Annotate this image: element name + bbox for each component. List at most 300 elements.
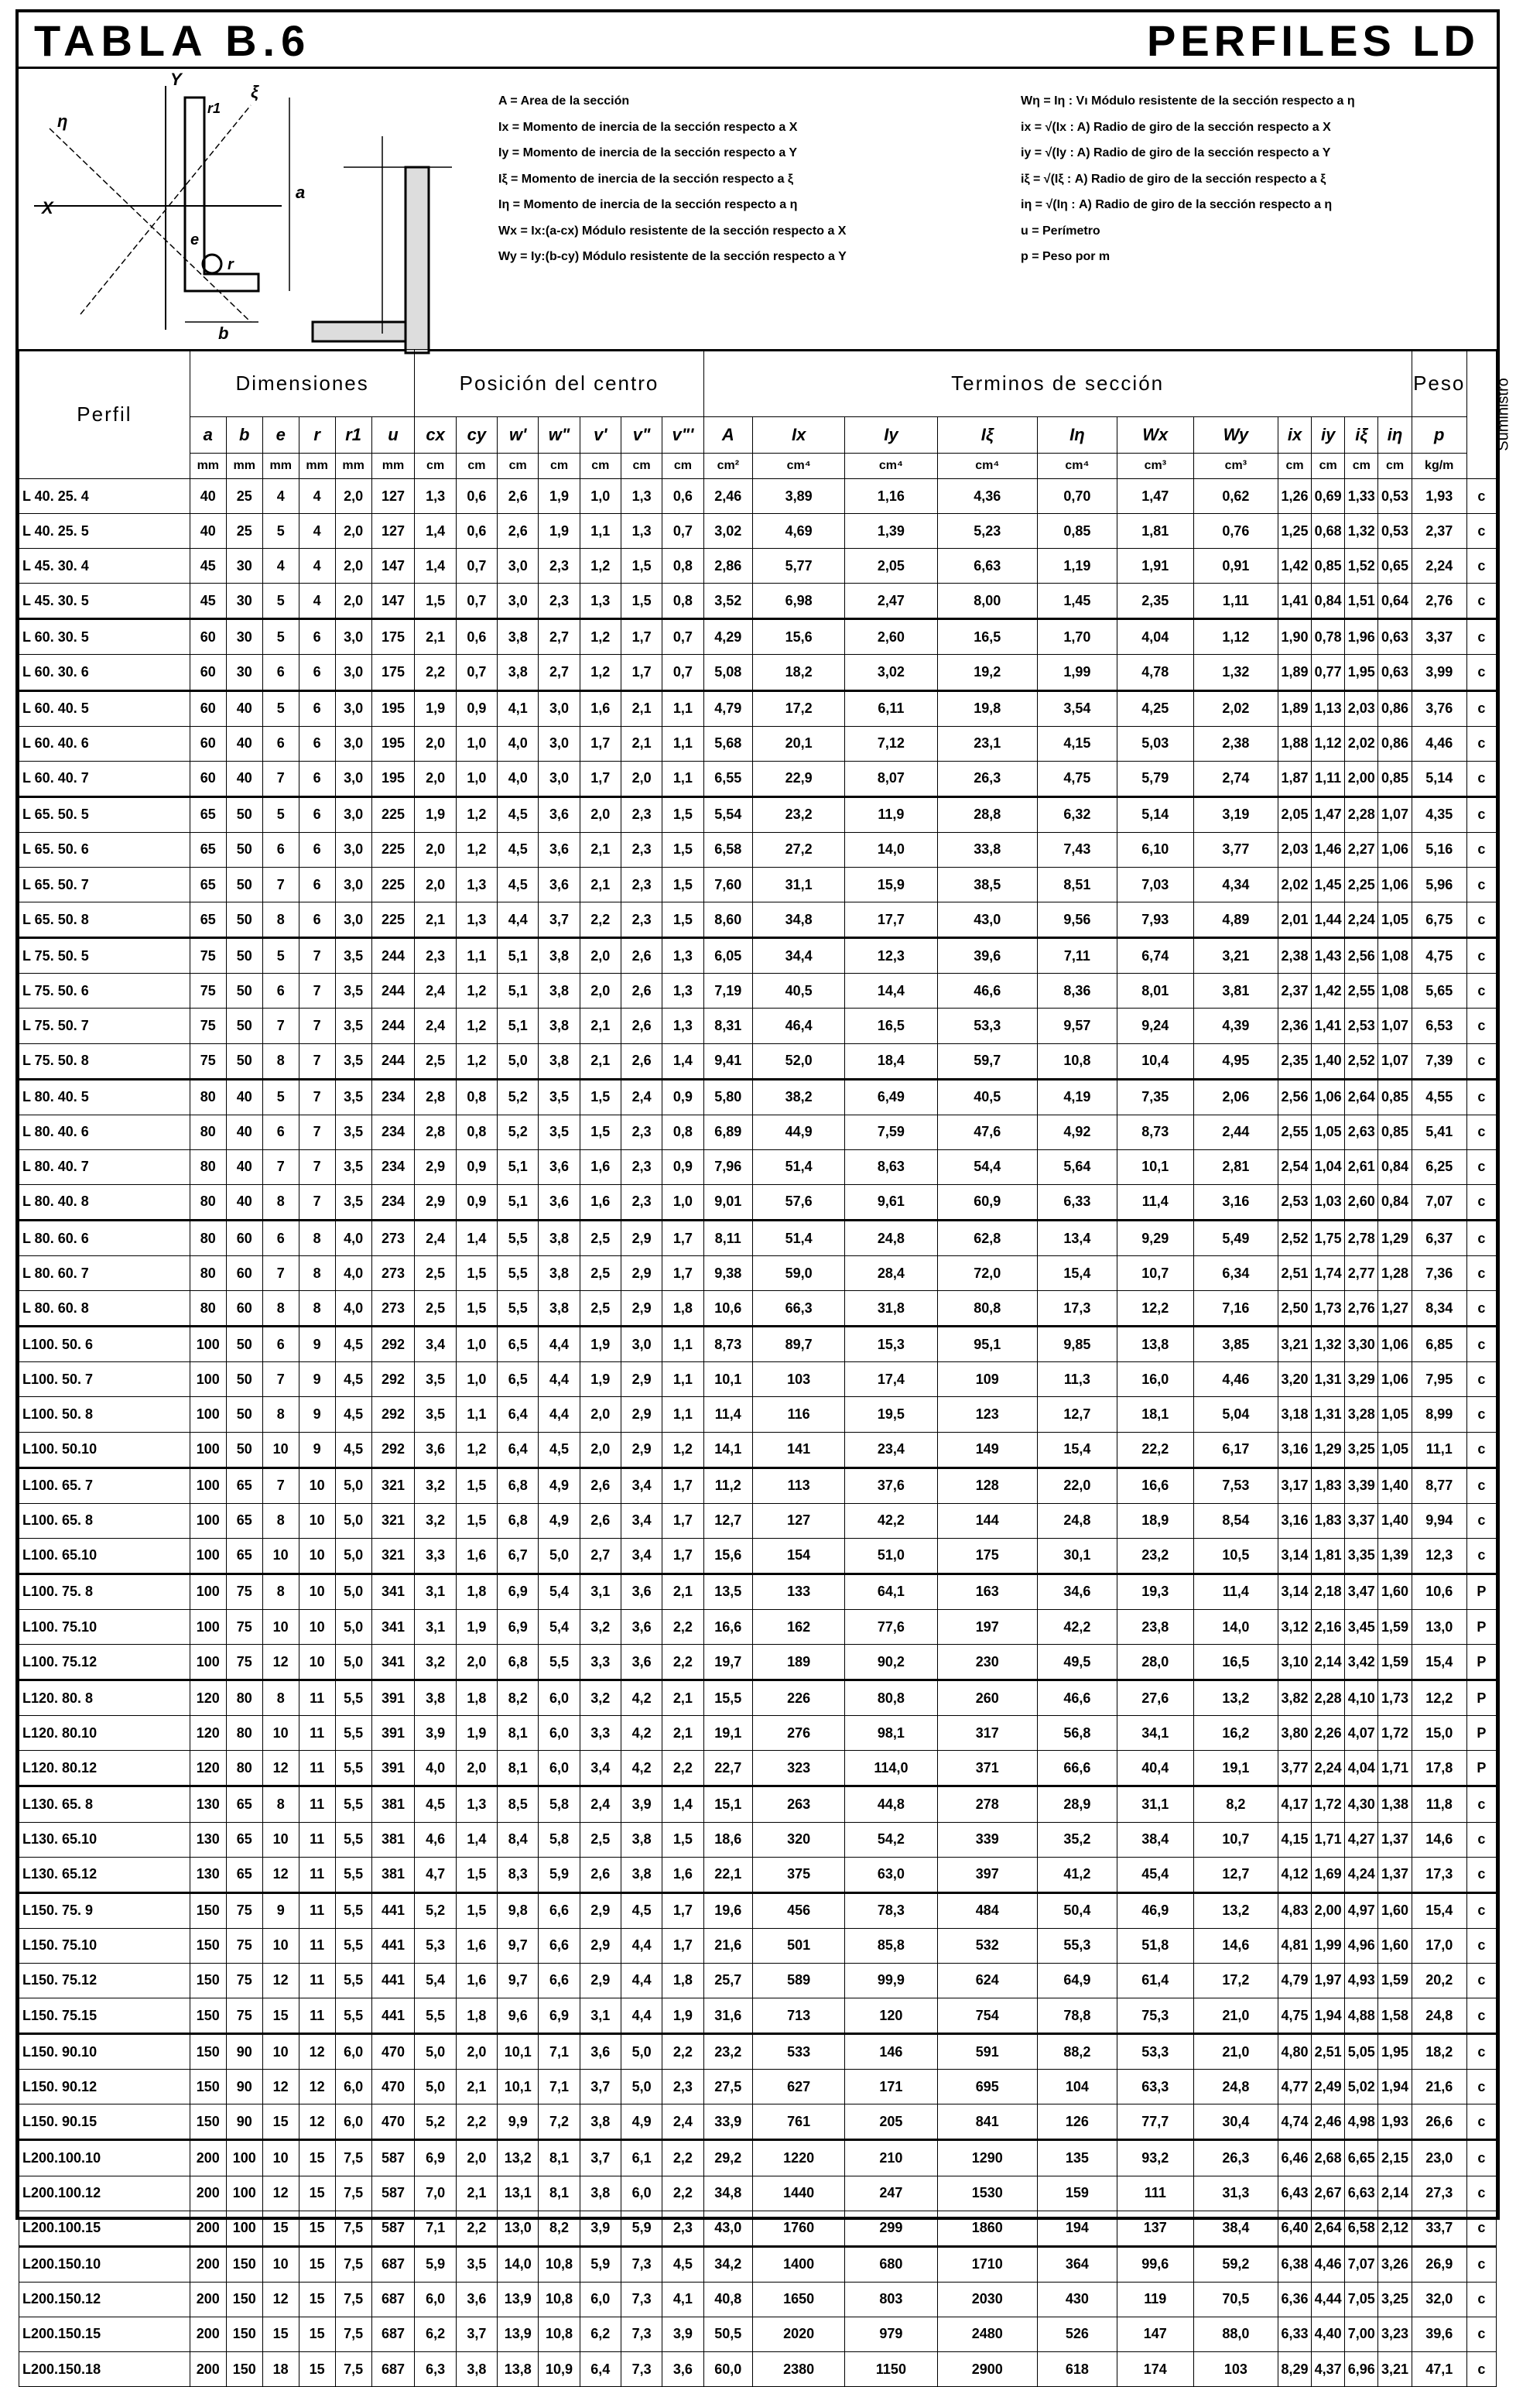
table-cell: c	[1466, 1432, 1496, 1467]
table-cell: 2,27	[1345, 832, 1378, 867]
table-cell: 5,5	[335, 1786, 371, 1822]
table-sheet	[15, 9, 1512, 2377]
table-cell: 2,3	[662, 2070, 703, 2104]
header-dimensiones: Dimensiones	[190, 350, 415, 417]
table-cell: 4,46	[1412, 726, 1466, 761]
table-cell: 10	[299, 1538, 335, 1574]
legend-line: p = Peso por m	[1021, 250, 1111, 263]
table-cell: 0,7	[662, 514, 703, 549]
table-cell: 3,1	[415, 1574, 456, 1609]
table-cell: 8	[262, 1574, 299, 1609]
table-cell: 3,8	[621, 1857, 662, 1892]
table-cell: 687	[371, 2317, 415, 2351]
table-cell: 6,33	[1278, 2317, 1311, 2351]
table-cell: 5,2	[415, 1892, 456, 1928]
table-cell: 9,38	[703, 1256, 752, 1291]
table-cell: 4,88	[1345, 1998, 1378, 2034]
table-cell: 15	[262, 2317, 299, 2351]
table-cell: 979	[845, 2317, 937, 2351]
table-cell: 60	[226, 1291, 262, 1327]
table-cell: 11,4	[1193, 1574, 1278, 1609]
table-cell: 364	[1038, 2246, 1117, 2282]
table-cell: 5,5	[539, 1645, 580, 1680]
table-cell: 109	[937, 1362, 1037, 1397]
table-cell: 2,9	[621, 1220, 662, 1255]
table-cell: 2380	[753, 2351, 845, 2386]
column-symbol: w"	[539, 417, 580, 454]
table-cell: 43,0	[703, 2211, 752, 2246]
column-unit: cm²	[703, 454, 752, 479]
table-cell: 3,3	[415, 1538, 456, 1574]
table-cell: 3,8	[580, 2104, 621, 2140]
table-cell: 3,47	[1345, 1574, 1378, 1609]
table-cell: 103	[1193, 2351, 1278, 2386]
table-row	[19, 1327, 1497, 1362]
table-cell: 12	[262, 2282, 299, 2317]
table-cell: 60	[190, 690, 226, 726]
column-unit: cm	[1312, 454, 1345, 479]
table-cell: 2,0	[335, 549, 371, 584]
table-cell: 22,0	[1038, 1467, 1117, 1503]
table-cell: 1,32	[1193, 655, 1278, 690]
table-cell: 8	[262, 1291, 299, 1327]
table-cell: 1,39	[1378, 1538, 1412, 1574]
table-cell: 2,2	[662, 2176, 703, 2211]
table-cell: 0,7	[662, 619, 703, 655]
table-cell: 5,04	[1193, 1397, 1278, 1432]
table-row	[19, 2070, 1497, 2104]
table-cell: 6,0	[335, 2034, 371, 2070]
table-cell: 50	[226, 1043, 262, 1079]
table-cell: 3,9	[580, 2211, 621, 2246]
table-cell: 100	[226, 2176, 262, 2211]
profile-name-cell: L 65. 50. 7	[19, 868, 190, 902]
table-cell: 3,0	[539, 726, 580, 761]
table-cell: 2,4	[621, 1079, 662, 1115]
table-cell: 5,0	[498, 1043, 539, 1079]
table-cell: 34,4	[753, 938, 845, 974]
table-cell: 5,77	[753, 549, 845, 584]
table-cell: 5,5	[335, 1998, 371, 2034]
table-cell: 4,5	[335, 1327, 371, 1362]
table-cell: 65	[190, 902, 226, 938]
table-cell: 9,29	[1117, 1220, 1193, 1255]
table-cell: 3,21	[1193, 938, 1278, 974]
table-cell: 3,6	[662, 2351, 703, 2386]
table-cell: 2,7	[539, 619, 580, 655]
table-cell: 34,8	[753, 902, 845, 938]
table-cell: P	[1466, 1610, 1496, 1645]
table-cell: 104	[1038, 2070, 1117, 2104]
table-cell: 317	[937, 1716, 1037, 1751]
table-cell: 292	[371, 1362, 415, 1397]
table-cell: 6	[262, 726, 299, 761]
table-cell: 1,27	[1378, 1291, 1412, 1327]
table-cell: 3,10	[1278, 1645, 1311, 1680]
table-row	[19, 902, 1497, 938]
table-cell: 4,97	[1345, 1892, 1378, 1928]
table-cell: 2,28	[1312, 1680, 1345, 1716]
column-unit: cm	[580, 454, 621, 479]
table-cell: c	[1466, 1184, 1496, 1220]
table-cell: 7	[262, 868, 299, 902]
table-cell: 5,5	[335, 1822, 371, 1857]
header-perfil: Perfil	[19, 350, 190, 479]
table-cell: 244	[371, 1043, 415, 1079]
table-cell: 10,6	[1412, 1574, 1466, 1609]
table-cell: 6,4	[580, 2351, 621, 2386]
table-cell: 7,07	[1345, 2246, 1378, 2282]
table-cell: 2,05	[845, 549, 937, 584]
table-cell: 30,4	[1193, 2104, 1278, 2140]
table-cell: c	[1466, 1079, 1496, 1115]
table-cell: 1,4	[456, 1822, 497, 1857]
table-cell: 1,4	[662, 1043, 703, 1079]
table-cell: 2,0	[415, 761, 456, 796]
table-cell: 27,3	[1412, 2176, 1466, 2211]
table-cell: 65	[226, 1786, 262, 1822]
table-cell: 18,1	[1117, 1397, 1193, 1432]
profile-name-cell: L150. 75.10	[19, 1928, 190, 1963]
table-cell: 5,68	[703, 726, 752, 761]
table-cell: 6,58	[703, 832, 752, 867]
table-cell: 13,5	[703, 1574, 752, 1609]
table-cell: 77,6	[845, 1610, 937, 1645]
table-cell: 1,2	[456, 796, 497, 832]
table-cell: 1,7	[662, 1538, 703, 1574]
legend-line: iη = √(Iη : A) Radio de giro de la sección respecto a η	[1021, 198, 1333, 211]
table-cell: 111	[1117, 2176, 1193, 2211]
column-symbol: a	[190, 417, 226, 454]
table-cell: 15	[262, 2104, 299, 2140]
table-cell: 2,50	[1278, 1291, 1311, 1327]
table-cell: 100	[226, 2211, 262, 2246]
table-cell: 1,0	[456, 726, 497, 761]
table-cell: 0,8	[662, 549, 703, 584]
table-cell: P	[1466, 1716, 1496, 1751]
table-cell: 30	[226, 584, 262, 619]
profile-name-cell: L100. 50. 8	[19, 1397, 190, 1432]
table-row	[19, 1928, 1497, 1963]
column-unit: cm⁴	[753, 454, 845, 479]
table-cell: 1,60	[1378, 1892, 1412, 1928]
table-cell: c	[1466, 514, 1496, 549]
table-cell: 1,5	[456, 1291, 497, 1327]
profile-name-cell: L 80. 60. 7	[19, 1256, 190, 1291]
table-cell: 3,17	[1278, 1467, 1311, 1503]
legend-line: Iη = Momento de inercia de la sección respecto a η	[498, 198, 798, 211]
table-cell: 1150	[845, 2351, 937, 2386]
axis-y-label: Y	[170, 70, 182, 89]
table-cell: 200	[190, 2282, 226, 2317]
table-cell: 6,98	[753, 584, 845, 619]
table-cell: P	[1466, 1645, 1496, 1680]
table-cell: 1,0	[456, 761, 497, 796]
table-cell: 1,43	[1312, 938, 1345, 974]
table-cell: 39,6	[937, 938, 1037, 974]
table-cell: 3,80	[1278, 1716, 1311, 1751]
table-cell: 90	[226, 2104, 262, 2140]
table-cell: 53,3	[1117, 2034, 1193, 2070]
table-cell: P	[1466, 1680, 1496, 1716]
table-cell: 2,55	[1345, 974, 1378, 1009]
table-cell: 5,1	[498, 1184, 539, 1220]
table-cell: 1,7	[662, 1892, 703, 1928]
table-cell: 60	[190, 655, 226, 690]
table-cell: 99,6	[1117, 2246, 1193, 2282]
table-cell: 6,9	[498, 1610, 539, 1645]
table-cell: c	[1466, 1892, 1496, 1928]
table-cell: 175	[371, 655, 415, 690]
table-cell: 754	[937, 1998, 1037, 2034]
table-cell: 14,6	[1412, 1822, 1466, 1857]
table-cell: 2,2	[415, 655, 456, 690]
table-cell: 33,9	[703, 2104, 752, 2140]
table-cell: 6,0	[580, 2282, 621, 2317]
table-cell: 80	[226, 1751, 262, 1786]
table-cell: 4,9	[621, 2104, 662, 2140]
table-cell: 5,5	[335, 1716, 371, 1751]
table-cell: 341	[371, 1610, 415, 1645]
table-cell: 126	[1038, 2104, 1117, 2140]
table-cell: 2,2	[580, 902, 621, 938]
table-cell: 21,0	[1193, 1998, 1278, 2034]
table-row	[19, 868, 1497, 902]
table-cell: 7,43	[1038, 832, 1117, 867]
table-cell: 6,1	[621, 2140, 662, 2176]
table-cell: 26,9	[1412, 2246, 1466, 2282]
table-cell: 95,1	[937, 1327, 1037, 1362]
table-cell: 2,2	[662, 2034, 703, 2070]
table-cell: 2,0	[415, 868, 456, 902]
table-cell: 4,80	[1278, 2034, 1311, 2070]
legend-definitions-right	[1021, 88, 1485, 270]
table-cell: 2,4	[580, 1786, 621, 1822]
table-cell: 1,5	[456, 1892, 497, 1928]
table-cell: 65	[190, 868, 226, 902]
table-cell: 1,3	[662, 974, 703, 1009]
table-cell: 6,34	[1193, 1256, 1278, 1291]
table-cell: 2,5	[580, 1822, 621, 1857]
table-cell: 441	[371, 1928, 415, 1963]
table-cell: 15	[299, 2176, 335, 2211]
table-cell: 2,6	[621, 938, 662, 974]
table-cell: 2,9	[580, 1928, 621, 1963]
table-cell: 2,0	[456, 2140, 497, 2176]
table-cell: 234	[371, 1184, 415, 1220]
table-cell: 2,38	[1193, 726, 1278, 761]
table-cell: 2,3	[621, 832, 662, 867]
table-cell: 2,0	[580, 796, 621, 832]
column-unit: cm⁴	[1038, 454, 1117, 479]
table-cell: 1,83	[1312, 1503, 1345, 1538]
table-cell: 1,1	[580, 514, 621, 549]
column-symbol: v'	[580, 417, 621, 454]
table-row	[19, 1645, 1497, 1680]
table-cell: 194	[1038, 2211, 1117, 2246]
table-cell: 2,1	[456, 2176, 497, 2211]
table-cell: 5,9	[539, 1857, 580, 1892]
profile-name-cell: L150. 90.15	[19, 2104, 190, 2140]
table-cell: 2,7	[580, 1538, 621, 1574]
table-cell: 34,1	[1117, 1716, 1193, 1751]
table-cell: 3,8	[539, 1256, 580, 1291]
table-cell: 260	[937, 1680, 1037, 1716]
table-cell: 6,74	[1117, 938, 1193, 974]
table-cell: 3,9	[662, 2317, 703, 2351]
table-cell: 5,64	[1038, 1149, 1117, 1184]
table-cell: 100	[190, 1645, 226, 1680]
table-cell: 7,07	[1412, 1184, 1466, 1220]
table-cell: 12	[262, 1645, 299, 1680]
table-cell: 4	[299, 514, 335, 549]
table-cell: 2,1	[580, 832, 621, 867]
table-cell: 40	[226, 1115, 262, 1149]
profile-name-cell: L 45. 30. 4	[19, 549, 190, 584]
table-cell: 17,7	[845, 902, 937, 938]
table-cell: 2,0	[580, 1397, 621, 1432]
table-cell: 3,42	[1345, 1645, 1378, 1680]
table-cell: 1,12	[1193, 619, 1278, 655]
table-cell: 159	[1038, 2176, 1117, 2211]
table-cell: 6,4	[498, 1432, 539, 1467]
table-cell: 1,37	[1378, 1857, 1412, 1892]
table-cell: 4,4	[621, 1998, 662, 2034]
table-cell: 3,1	[580, 1574, 621, 1609]
profile-name-cell: L100. 75.10	[19, 1610, 190, 1645]
table-cell: 89,7	[753, 1327, 845, 1362]
column-symbol: iη	[1378, 417, 1412, 454]
table-cell: 88,2	[1038, 2034, 1117, 2070]
table-row	[19, 2211, 1497, 2246]
table-cell: 3,8	[415, 1680, 456, 1716]
table-cell: 470	[371, 2070, 415, 2104]
table-cell: 3,99	[1412, 655, 1466, 690]
table-cell: 3,6	[580, 2034, 621, 2070]
table-cell: 80	[190, 1149, 226, 1184]
table-cell: 2,2	[456, 2211, 497, 2246]
table-cell: 99,9	[845, 1963, 937, 1998]
table-cell: 397	[937, 1857, 1037, 1892]
table-cell: 4,1	[662, 2282, 703, 2317]
table-cell: 15,4	[1412, 1645, 1466, 1680]
table-cell: 618	[1038, 2351, 1117, 2386]
table-cell: 100	[190, 1397, 226, 1432]
table-cell: 2,9	[415, 1149, 456, 1184]
table-cell: 23,0	[1412, 2140, 1466, 2176]
table-cell: 0,70	[1038, 479, 1117, 514]
table-cell: 7,53	[1193, 1467, 1278, 1503]
table-cell: 10,7	[1117, 1256, 1193, 1291]
table-cell: 1,95	[1378, 2034, 1412, 2070]
table-cell: 1,59	[1378, 1963, 1412, 1998]
table-cell: c	[1466, 1928, 1496, 1963]
table-row	[19, 479, 1497, 514]
table-cell: 150	[190, 2034, 226, 2070]
profile-name-cell: L100. 75. 8	[19, 1574, 190, 1609]
table-cell: 2,3	[621, 868, 662, 902]
table-cell: 1,03	[1312, 1184, 1345, 1220]
table-row	[19, 2351, 1497, 2386]
column-symbol: cy	[456, 417, 497, 454]
table-cell: 38,2	[753, 1079, 845, 1115]
table-cell: 4,0	[498, 726, 539, 761]
column-symbol: Wx	[1117, 417, 1193, 454]
table-row	[19, 1220, 1497, 1255]
column-symbol: u	[371, 417, 415, 454]
table-cell: 1,32	[1345, 514, 1378, 549]
table-cell: 17,2	[753, 690, 845, 726]
table-cell: 3,6	[621, 1645, 662, 1680]
table-cell: 200	[190, 2317, 226, 2351]
dim-a-label: a	[296, 183, 306, 202]
table-cell: 31,6	[703, 1998, 752, 2034]
table-cell: 5,1	[498, 974, 539, 1009]
table-cell: 5,9	[415, 2246, 456, 2282]
table-cell: 1,9	[415, 690, 456, 726]
table-cell: 17,0	[1412, 1928, 1466, 1963]
profile-name-cell: L200.150.18	[19, 2351, 190, 2386]
table-cell: 146	[845, 2034, 937, 2070]
table-cell: 1,3	[662, 938, 703, 974]
table-row	[19, 1680, 1497, 1716]
table-cell: 3,3	[580, 1645, 621, 1680]
table-cell: 17,2	[1193, 1963, 1278, 1998]
column-unit: mm	[299, 454, 335, 479]
table-cell: 51,0	[845, 1538, 937, 1574]
table-cell: 2,5	[415, 1256, 456, 1291]
table-cell: 2,02	[1278, 868, 1311, 902]
table-cell: 1,5	[415, 584, 456, 619]
column-symbol: cx	[415, 417, 456, 454]
table-cell: 1,99	[1038, 655, 1117, 690]
table-cell: 2,8	[415, 1115, 456, 1149]
table-cell: 3,3	[580, 1716, 621, 1751]
table-cell: 65	[190, 796, 226, 832]
table-cell: 7,1	[539, 2070, 580, 2104]
table-cell: 3,6	[539, 832, 580, 867]
table-cell: 1,60	[1378, 1928, 1412, 1963]
table-cell: 3,25	[1378, 2282, 1412, 2317]
table-cell: 3,5	[335, 1149, 371, 1184]
table-cell: 31,1	[1117, 1786, 1193, 1822]
table-cell: 7	[262, 1467, 299, 1503]
table-cell: 2,0	[456, 1751, 497, 1786]
table-cell: 7	[299, 1079, 335, 1115]
table-cell: 200	[190, 2351, 226, 2386]
table-cell: 1,71	[1378, 1751, 1412, 1786]
table-cell: 8,73	[1117, 1115, 1193, 1149]
table-cell: c	[1466, 1115, 1496, 1149]
table-cell: 78,3	[845, 1892, 937, 1928]
table-row	[19, 2317, 1497, 2351]
table-cell: 4,9	[539, 1503, 580, 1538]
profile-name-cell: L100. 65. 7	[19, 1467, 190, 1503]
table-cell: 7	[262, 1009, 299, 1043]
table-cell: 4,1	[498, 690, 539, 726]
table-cell: 226	[753, 1680, 845, 1716]
table-cell: 1,9	[580, 1362, 621, 1397]
table-cell: 2,67	[1312, 2176, 1345, 2211]
table-cell: c	[1466, 1503, 1496, 1538]
table-cell: 78,8	[1038, 1998, 1117, 2034]
table-cell: 0,84	[1378, 1149, 1412, 1184]
table-cell: 14,0	[1193, 1610, 1278, 1645]
table-cell: 3,20	[1278, 1362, 1311, 1397]
table-cell: 85,8	[845, 1928, 937, 1963]
table-cell: 1,29	[1378, 1220, 1412, 1255]
table-cell: 1,05	[1312, 1115, 1345, 1149]
